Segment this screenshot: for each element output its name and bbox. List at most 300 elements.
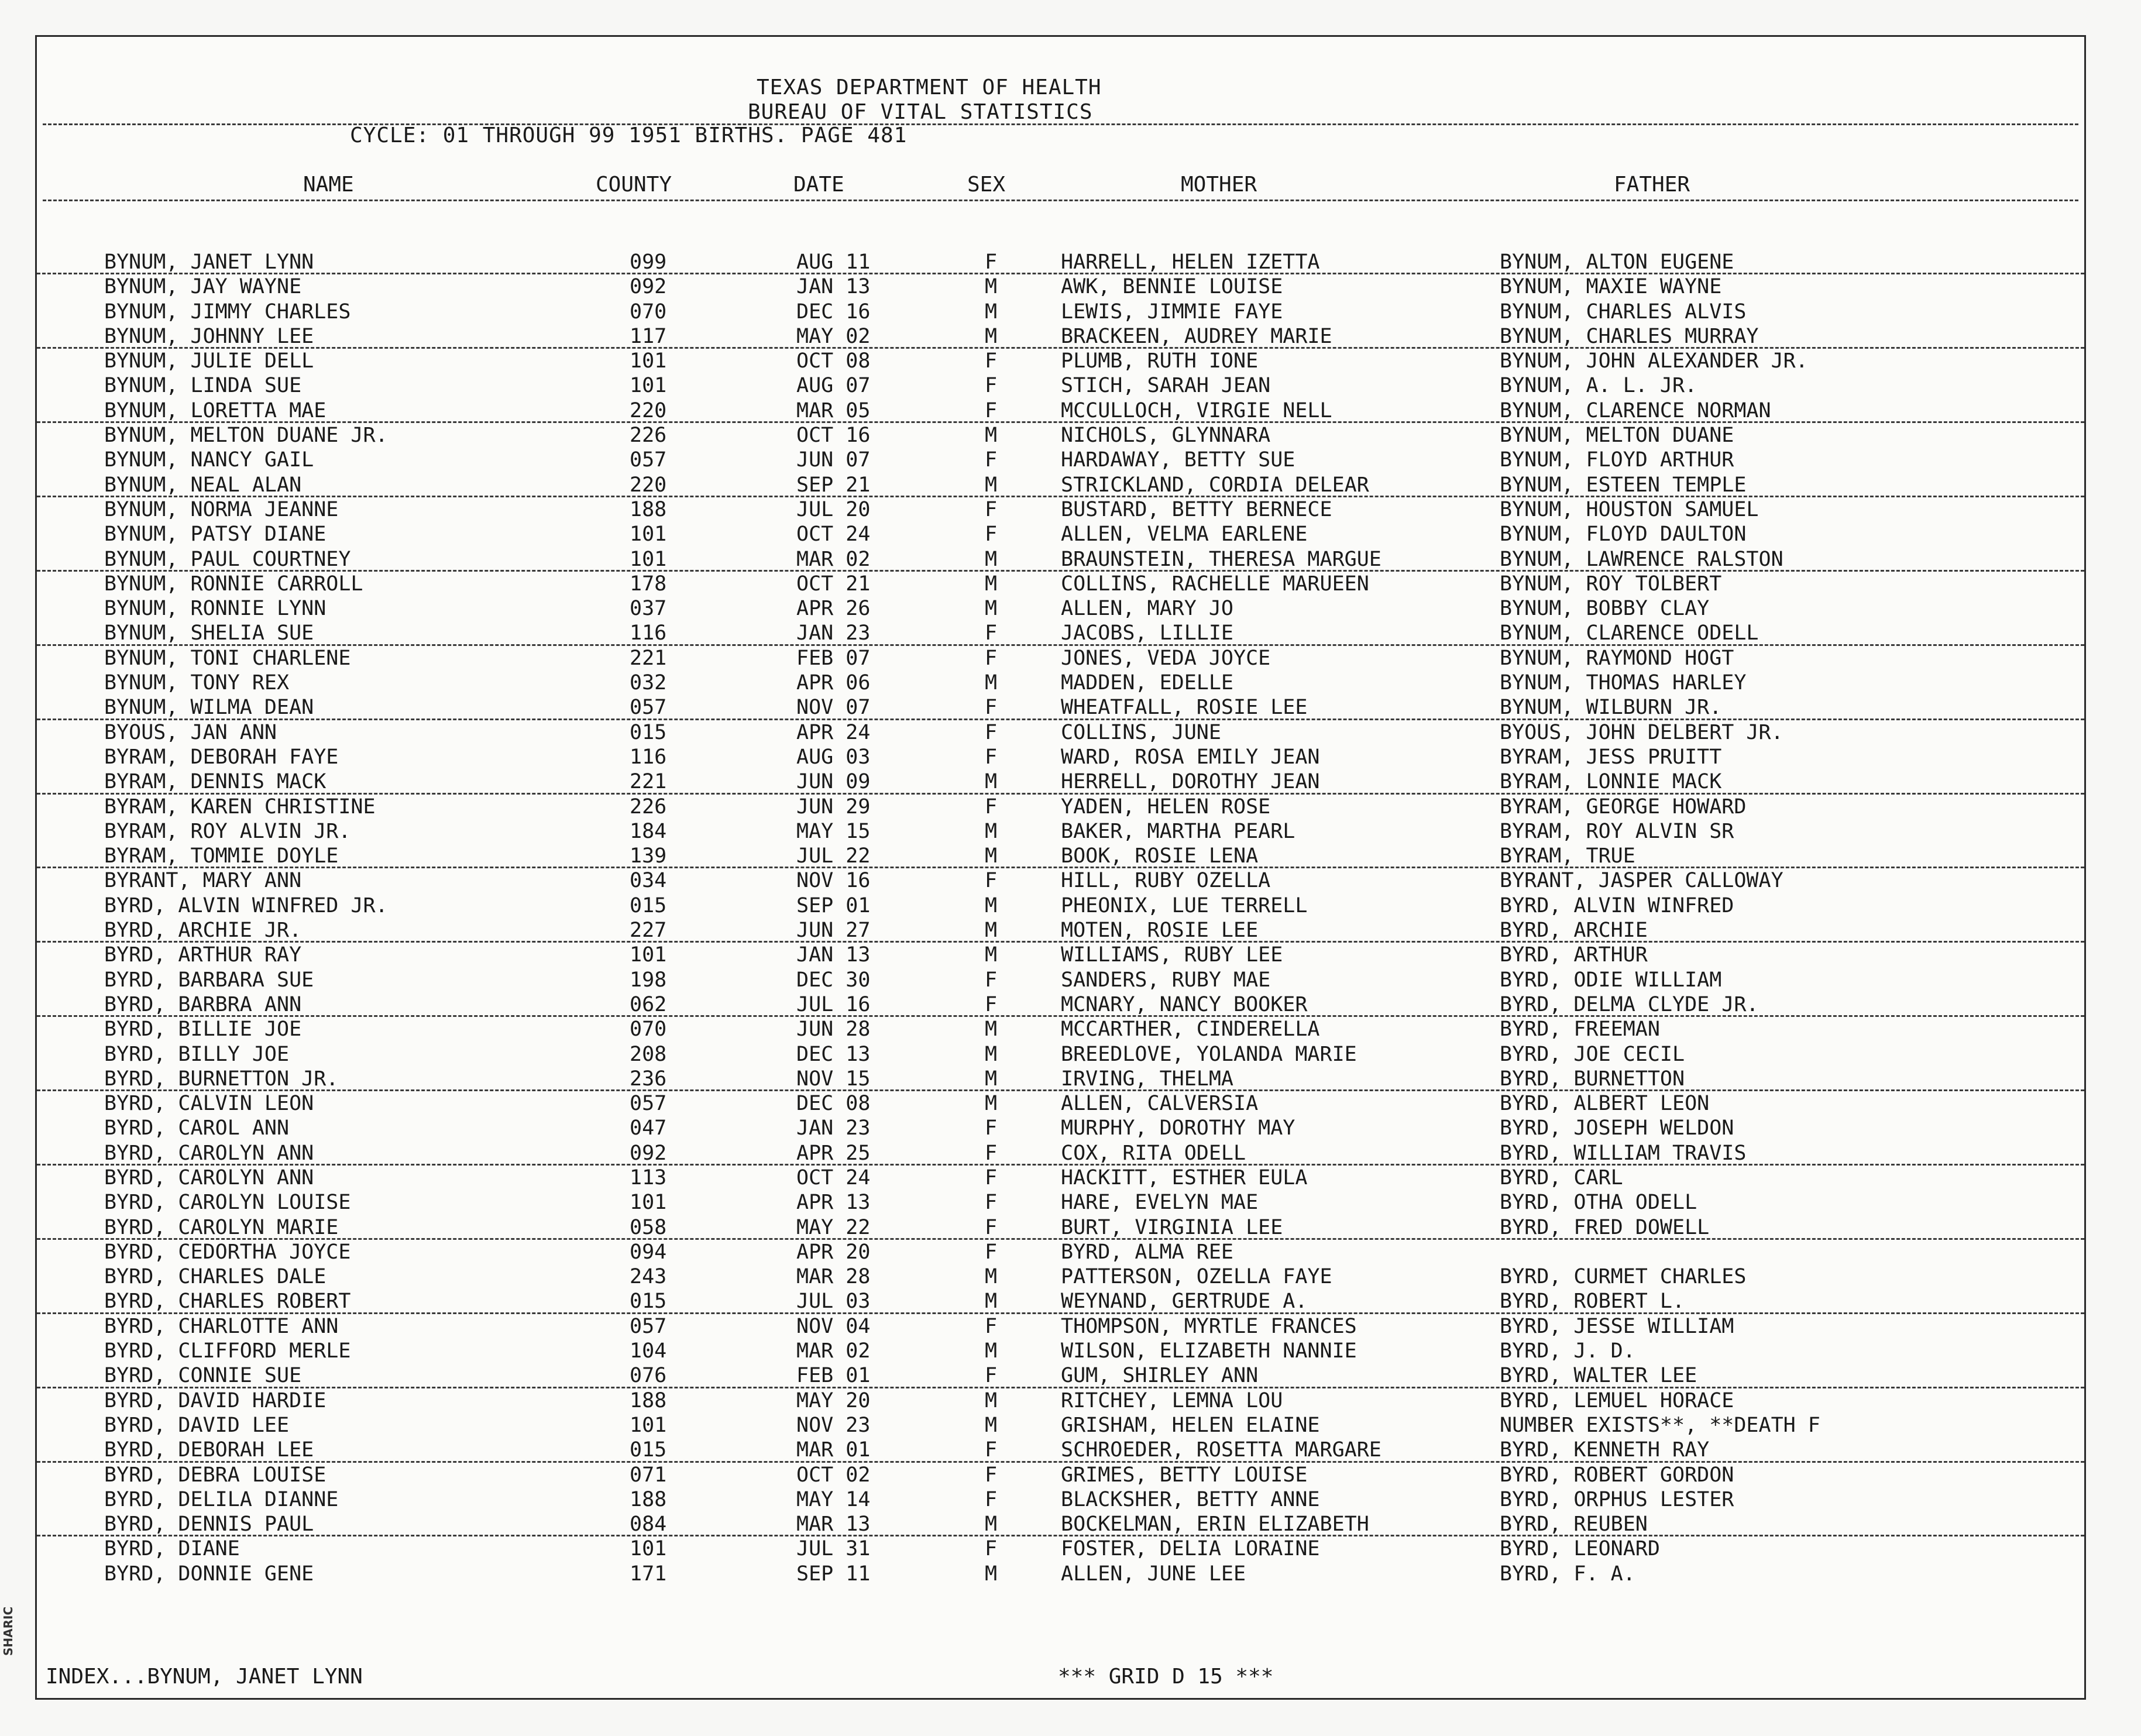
cell-sex: M	[985, 473, 998, 497]
cell-date: DEC 08	[796, 1092, 871, 1116]
cell-county: 116	[630, 621, 667, 645]
cell-date: DEC 13	[796, 1042, 871, 1066]
cell-father: BYRANT, JASPER CALLOWAY	[1500, 869, 1783, 893]
cell-mother: JACOBS, LILLIE	[1061, 621, 1234, 645]
cell-mother: WHEATFALL, ROSIE LEE	[1061, 696, 1308, 720]
table-row	[37, 423, 2084, 448]
cell-sex: M	[985, 1562, 998, 1586]
col-header-father: FATHER	[1614, 173, 1690, 197]
cell-name: BYRAM, KAREN CHRISTINE	[104, 795, 376, 819]
cell-name: BYRD, CAROLYN ANN	[104, 1141, 314, 1165]
col-header-sex: SEX	[967, 173, 1006, 197]
cell-sex: F	[985, 1215, 998, 1239]
cell-county: 070	[630, 300, 667, 324]
table-row	[37, 274, 2084, 299]
cell-name: BYRD, CEDORTHA JOYCE	[104, 1240, 351, 1264]
cell-name: BYRD, ARCHIE JR.	[104, 919, 302, 943]
table-row	[37, 547, 2084, 572]
cell-county: 101	[630, 943, 667, 967]
cell-date: APR 26	[796, 597, 871, 621]
cell-date: JUL 22	[796, 844, 871, 868]
cell-father: BYRAM, GEORGE HOWARD	[1500, 795, 1747, 819]
cell-county: 226	[630, 795, 667, 819]
cell-mother: GUM, SHIRLEY ANN	[1061, 1364, 1259, 1388]
cell-date: OCT 21	[796, 572, 871, 596]
title-department: TEXAS DEPARTMENT OF HEALTH	[757, 75, 1102, 99]
cell-sex: M	[985, 1339, 998, 1363]
cell-father: BYRD, CARL	[1500, 1166, 1623, 1190]
cell-county: 084	[630, 1512, 667, 1536]
cell-sex: F	[985, 1166, 998, 1190]
cell-father: BYRD, ODIE WILLIAM	[1500, 968, 1722, 992]
cell-mother: PHEONIX, LUE TERRELL	[1061, 893, 1308, 917]
cell-father: BYRD, F. A.	[1500, 1562, 1635, 1586]
cell-county: 099	[630, 250, 667, 274]
cell-date: SEP 11	[796, 1562, 871, 1586]
table-row	[37, 1067, 2084, 1091]
header-divider-bottom	[43, 200, 2078, 201]
cell-date: JUL 03	[796, 1290, 871, 1314]
table-row	[37, 992, 2084, 1017]
cell-father: BYRD, JOE CECIL	[1500, 1042, 1685, 1066]
cell-sex: M	[985, 844, 998, 868]
cell-sex: M	[985, 597, 998, 621]
cell-name: BYRAM, TOMMIE DOYLE	[104, 844, 339, 868]
cell-name: BYRD, CHARLOTTE ANN	[104, 1314, 339, 1338]
cell-date: OCT 16	[796, 424, 871, 448]
cell-name: BYRD, CAROLYN LOUISE	[104, 1191, 351, 1215]
cell-county: 243	[630, 1265, 667, 1289]
cell-father: BYNUM, FLOYD ARTHUR	[1500, 448, 1734, 472]
cell-county: 117	[630, 324, 667, 348]
cell-mother: SANDERS, RUBY MAE	[1061, 968, 1271, 992]
cell-sex: F	[985, 745, 998, 769]
side-label: SHARIC	[1, 1606, 15, 1656]
cell-sex: M	[985, 893, 998, 917]
cell-date: AUG 07	[796, 374, 871, 398]
cell-date: DEC 30	[796, 968, 871, 992]
cell-name: BYRD, BARBRA ANN	[104, 992, 302, 1016]
cell-mother: MCCARTHER, CINDERELLA	[1061, 1017, 1320, 1041]
table-row	[37, 596, 2084, 621]
cell-sex: M	[985, 671, 998, 695]
cell-name: BYNUM, RONNIE CARROLL	[104, 572, 363, 596]
cell-mother: WARD, ROSA EMILY JEAN	[1061, 745, 1320, 769]
cell-mother: MCCULLOCH, VIRGIE NELL	[1061, 398, 1332, 422]
cell-sex: M	[985, 1512, 998, 1536]
cell-county: 198	[630, 968, 667, 992]
cell-name: BYNUM, JULIE DELL	[104, 349, 314, 373]
table-row	[37, 943, 2084, 967]
cell-date: JUL 20	[796, 497, 871, 521]
cell-sex: M	[985, 424, 998, 448]
cell-mother: HARDAWAY, BETTY SUE	[1061, 448, 1295, 472]
cell-father: BYRD, KENNETH RAY	[1500, 1438, 1710, 1462]
table-row	[37, 868, 2084, 893]
table-row	[37, 398, 2084, 423]
header-divider-top	[43, 123, 2078, 125]
cell-sex: F	[985, 795, 998, 819]
cell-name: BYRD, ALVIN WINFRED JR.	[104, 893, 388, 917]
cell-sex: M	[985, 547, 998, 571]
cell-county: 092	[630, 275, 667, 299]
cell-date: MAY 20	[796, 1388, 871, 1412]
table-row	[37, 497, 2084, 522]
cell-sex: F	[985, 1438, 998, 1462]
cell-father: BYOUS, JOHN DELBERT JR.	[1500, 720, 1783, 744]
cell-mother: BREEDLOVE, YOLANDA MARIE	[1061, 1042, 1357, 1066]
cell-county: 220	[630, 473, 667, 497]
cell-name: BYNUM, JANET LYNN	[104, 250, 314, 274]
cell-county: 171	[630, 1562, 667, 1586]
cell-county: 101	[630, 374, 667, 398]
table-row	[37, 1413, 2084, 1438]
cell-date: DEC 16	[796, 300, 871, 324]
table-row	[37, 1487, 2084, 1512]
cell-county: 037	[630, 597, 667, 621]
table-row	[37, 695, 2084, 720]
cell-date: JUN 28	[796, 1017, 871, 1041]
cell-father: BYRD, JOSEPH WELDON	[1500, 1116, 1734, 1140]
cell-mother: BRAUNSTEIN, THERESA MARGUE	[1061, 547, 1381, 571]
cell-sex: M	[985, 324, 998, 348]
cell-date: NOV 07	[796, 696, 871, 720]
cell-sex: F	[985, 696, 998, 720]
cell-mother: SCHROEDER, ROSETTA MARGARE	[1061, 1438, 1381, 1462]
cell-name: BYRANT, MARY ANN	[104, 869, 302, 893]
cell-mother: COLLINS, RACHELLE MARUEEN	[1061, 572, 1369, 596]
table-row	[37, 1512, 2084, 1536]
table-row	[37, 448, 2084, 472]
table-row	[37, 324, 2084, 349]
cell-sex: M	[985, 1067, 998, 1091]
cell-father: BYRD, ORPHUS LESTER	[1500, 1487, 1734, 1511]
cell-sex: F	[985, 1141, 998, 1165]
cell-name: BYRD, DONNIE GENE	[104, 1562, 314, 1586]
cell-sex: M	[985, 1042, 998, 1066]
table-row	[37, 893, 2084, 918]
cell-sex: M	[985, 572, 998, 596]
cell-mother: BAKER, MARTHA PEARL	[1061, 819, 1295, 843]
cell-name: BYNUM, PATSY DIANE	[104, 522, 327, 546]
cell-name: BYNUM, RONNIE LYNN	[104, 597, 327, 621]
cell-father: BYNUM, LAWRENCE RALSTON	[1500, 547, 1783, 571]
cell-sex: M	[985, 1290, 998, 1314]
table-row	[37, 646, 2084, 671]
cell-name: BYRAM, ROY ALVIN JR.	[104, 819, 351, 843]
cell-date: JUL 16	[796, 992, 871, 1016]
record-sheet	[35, 35, 2086, 1700]
cell-father: BYNUM, CLARENCE NORMAN	[1500, 398, 1771, 422]
cell-date: MAR 13	[796, 1512, 871, 1536]
cell-county: 101	[630, 1537, 667, 1561]
col-header-name: NAME	[303, 173, 354, 197]
cell-father: BYNUM, BOBBY CLAY	[1500, 597, 1710, 621]
cell-name: BYRD, CAROLYN MARIE	[104, 1215, 339, 1239]
cell-county: 057	[630, 448, 667, 472]
cell-father: BYRD, ARTHUR	[1500, 943, 1648, 967]
cell-county: 076	[630, 1364, 667, 1388]
cell-mother: STICH, SARAH JEAN	[1061, 374, 1271, 398]
cell-sex: F	[985, 522, 998, 546]
cell-mother: JONES, VEDA JOYCE	[1061, 646, 1271, 670]
cell-father: BYNUM, FLOYD DAULTON	[1500, 522, 1747, 546]
cell-sex: F	[985, 1116, 998, 1140]
table-row	[37, 1042, 2084, 1067]
cell-mother: MURPHY, DOROTHY MAY	[1061, 1116, 1295, 1140]
cell-county: 070	[630, 1017, 667, 1041]
cell-mother: BOCKELMAN, ERIN ELIZABETH	[1061, 1512, 1369, 1536]
cell-sex: F	[985, 349, 998, 373]
cell-sex: M	[985, 770, 998, 794]
cell-county: 226	[630, 424, 667, 448]
cell-date: SEP 21	[796, 473, 871, 497]
cell-name: BYRD, DEBORAH LEE	[104, 1438, 314, 1462]
cell-father: BYRD, ALVIN WINFRED	[1500, 893, 1734, 917]
cell-name: BYRD, DENNIS PAUL	[104, 1512, 314, 1536]
table-row	[37, 1116, 2084, 1140]
cell-county: 101	[630, 1413, 667, 1437]
table-row	[37, 819, 2084, 844]
cell-name: BYRD, BILLY JOE	[104, 1042, 290, 1066]
cell-county: 034	[630, 869, 667, 893]
cell-date: MAR 28	[796, 1265, 871, 1289]
cell-father: BYRD, REUBEN	[1500, 1512, 1648, 1536]
cell-name: BYNUM, TONI CHARLENE	[104, 646, 351, 670]
cell-county: 047	[630, 1116, 667, 1140]
cell-name: BYRD, CALVIN LEON	[104, 1092, 314, 1116]
cell-mother: GRISHAM, HELEN ELAINE	[1061, 1413, 1320, 1437]
cell-mother: NICHOLS, GLYNNARA	[1061, 424, 1271, 448]
cell-mother: ALLEN, CALVERSIA	[1061, 1092, 1259, 1116]
cell-sex: F	[985, 398, 998, 422]
cell-county: 208	[630, 1042, 667, 1066]
cycle-line: CYCLE: 01 THROUGH 99 1951 BIRTHS. PAGE 481	[350, 123, 908, 147]
table-row	[37, 621, 2084, 645]
cell-county: 221	[630, 770, 667, 794]
table-row	[37, 1091, 2084, 1116]
cell-father: BYRD, LEMUEL HORACE	[1500, 1388, 1734, 1412]
cell-sex: F	[985, 1191, 998, 1215]
cell-date: APR 25	[796, 1141, 871, 1165]
table-row	[37, 720, 2084, 745]
cell-mother: COLLINS, JUNE	[1061, 720, 1221, 744]
cell-date: JUN 27	[796, 919, 871, 943]
cell-name: BYNUM, NEAL ALAN	[104, 473, 302, 497]
col-header-mother: MOTHER	[1181, 173, 1257, 197]
table-row	[37, 1562, 2084, 1586]
cell-county: 178	[630, 572, 667, 596]
cell-date: AUG 03	[796, 745, 871, 769]
cell-name: BYRD, DEBRA LOUISE	[104, 1463, 327, 1487]
cell-date: JAN 13	[796, 943, 871, 967]
cell-sex: F	[985, 869, 998, 893]
cell-sex: F	[985, 1537, 998, 1561]
cell-sex: M	[985, 1265, 998, 1289]
cell-date: MAY 22	[796, 1215, 871, 1239]
cell-sex: F	[985, 992, 998, 1016]
cell-father: BYRD, ALBERT LEON	[1500, 1092, 1710, 1116]
cell-father: BYRD, BURNETTON	[1500, 1067, 1685, 1091]
cell-county: 071	[630, 1463, 667, 1487]
cell-date: JAN 23	[796, 621, 871, 645]
table-row	[37, 1017, 2084, 1041]
cell-county: 188	[630, 1388, 667, 1412]
cell-name: BYRD, DAVID HARDIE	[104, 1388, 327, 1412]
cell-date: MAY 15	[796, 819, 871, 843]
cell-county: 221	[630, 646, 667, 670]
table-row	[37, 522, 2084, 546]
table-row	[37, 572, 2084, 596]
cell-father: BYRD, WILLIAM TRAVIS	[1500, 1141, 1747, 1165]
cell-county: 104	[630, 1339, 667, 1363]
cell-sex: M	[985, 1092, 998, 1116]
cell-county: 094	[630, 1240, 667, 1264]
cell-date: FEB 01	[796, 1364, 871, 1388]
cell-mother: ALLEN, JUNE LEE	[1061, 1562, 1246, 1586]
table-row	[37, 1190, 2084, 1215]
table-row	[37, 1215, 2084, 1240]
cell-name: BYRD, CHARLES DALE	[104, 1265, 327, 1289]
cell-county: 184	[630, 819, 667, 843]
cell-county: 015	[630, 1290, 667, 1314]
cell-date: MAR 02	[796, 547, 871, 571]
table-row	[37, 473, 2084, 497]
cell-father: BYNUM, RAYMOND HOGT	[1500, 646, 1734, 670]
cell-name: BYRD, CHARLES ROBERT	[104, 1290, 351, 1314]
cell-mother: THOMPSON, MYRTLE FRANCES	[1061, 1314, 1357, 1338]
cell-date: MAR 05	[796, 398, 871, 422]
cell-county: 101	[630, 522, 667, 546]
table-row	[37, 1314, 2084, 1339]
cell-father: BYNUM, A. L. JR.	[1500, 374, 1697, 398]
cell-county: 015	[630, 893, 667, 917]
table-row	[37, 769, 2084, 794]
cell-county: 220	[630, 398, 667, 422]
cell-date: OCT 02	[796, 1463, 871, 1487]
cell-mother: PATTERSON, OZELLA FAYE	[1061, 1265, 1332, 1289]
cell-mother: LEWIS, JIMMIE FAYE	[1061, 300, 1283, 324]
table-row	[37, 745, 2084, 769]
birth-record-list	[37, 250, 2084, 1586]
cell-father: BYRAM, ROY ALVIN SR	[1500, 819, 1734, 843]
cell-sex: F	[985, 250, 998, 274]
cell-father: BYRD, DELMA CLYDE JR.	[1500, 992, 1759, 1016]
cell-name: BYNUM, SHELIA SUE	[104, 621, 314, 645]
cell-name: BYNUM, MELTON DUANE JR.	[104, 424, 388, 448]
cell-county: 113	[630, 1166, 667, 1190]
cell-name: BYRD, CAROLYN ANN	[104, 1166, 314, 1190]
cell-name: BYRD, CLIFFORD MERLE	[104, 1339, 351, 1363]
cell-father: BYNUM, ALTON EUGENE	[1500, 250, 1734, 274]
table-row	[37, 968, 2084, 992]
cell-mother: GRIMES, BETTY LOUISE	[1061, 1463, 1308, 1487]
cell-name: BYRD, BARBARA SUE	[104, 968, 314, 992]
table-row	[37, 1438, 2084, 1462]
cell-father: BYRD, CURMET CHARLES	[1500, 1265, 1747, 1289]
cell-name: BYNUM, WILMA DEAN	[104, 696, 314, 720]
cell-father: BYNUM, CHARLES MURRAY	[1500, 324, 1759, 348]
cell-county: 227	[630, 919, 667, 943]
cell-mother: IRVING, THELMA	[1061, 1067, 1234, 1091]
table-row	[37, 250, 2084, 274]
cell-county: 015	[630, 1438, 667, 1462]
cell-sex: F	[985, 1364, 998, 1388]
cell-father: BYNUM, HOUSTON SAMUEL	[1500, 497, 1759, 521]
cell-sex: M	[985, 819, 998, 843]
cell-date: APR 24	[796, 720, 871, 744]
cell-date: OCT 08	[796, 349, 871, 373]
cell-father: NUMBER EXISTS**, **DEATH F	[1500, 1413, 1820, 1437]
table-row	[37, 1166, 2084, 1190]
table-row	[37, 1240, 2084, 1264]
cell-father: BYRD, ARCHIE	[1500, 919, 1648, 943]
cell-sex: F	[985, 1463, 998, 1487]
cell-name: BYNUM, LORETTA MAE	[104, 398, 327, 422]
table-row	[37, 1463, 2084, 1487]
cell-mother: HACKITT, ESTHER EULA	[1061, 1166, 1308, 1190]
cell-county: 015	[630, 720, 667, 744]
cell-county: 188	[630, 1487, 667, 1511]
table-row	[37, 1339, 2084, 1363]
table-row	[37, 918, 2084, 943]
cell-date: AUG 11	[796, 250, 871, 274]
cell-name: BYRD, DIANE	[104, 1537, 240, 1561]
cell-mother: HILL, RUBY OZELLA	[1061, 869, 1271, 893]
cell-county: 062	[630, 992, 667, 1016]
table-row	[37, 373, 2084, 398]
cell-father: BYNUM, ESTEEN TEMPLE	[1500, 473, 1747, 497]
cell-date: OCT 24	[796, 522, 871, 546]
cell-sex: F	[985, 646, 998, 670]
cell-date: MAR 01	[796, 1438, 871, 1462]
cell-mother: MOTEN, ROSIE LEE	[1061, 919, 1259, 943]
cell-father: BYNUM, JOHN ALEXANDER JR.	[1500, 349, 1808, 373]
cell-date: APR 06	[796, 671, 871, 695]
cell-sex: F	[985, 621, 998, 645]
cell-mother: HERRELL, DOROTHY JEAN	[1061, 770, 1320, 794]
cell-name: BYRAM, DENNIS MACK	[104, 770, 327, 794]
cell-father: BYNUM, CHARLES ALVIS	[1500, 300, 1747, 324]
cell-date: NOV 16	[796, 869, 871, 893]
cell-sex: F	[985, 968, 998, 992]
cell-mother: BUSTARD, BETTY BERNECE	[1061, 497, 1332, 521]
cell-father: BYRD, J. D.	[1500, 1339, 1635, 1363]
cell-sex: M	[985, 943, 998, 967]
cell-name: BYNUM, NANCY GAIL	[104, 448, 314, 472]
cell-county: 032	[630, 671, 667, 695]
table-row	[37, 1363, 2084, 1388]
cell-sex: F	[985, 497, 998, 521]
table-row	[37, 1264, 2084, 1289]
cell-mother: MCNARY, NANCY BOOKER	[1061, 992, 1308, 1016]
col-header-date: DATE	[793, 173, 844, 197]
cell-father: BYRAM, LONNIE MACK	[1500, 770, 1722, 794]
table-row	[37, 1388, 2084, 1413]
cell-father: BYNUM, CLARENCE ODELL	[1500, 621, 1759, 645]
table-row	[37, 1289, 2084, 1314]
table-row	[37, 795, 2084, 819]
cell-county: 101	[630, 547, 667, 571]
cell-sex: F	[985, 1487, 998, 1511]
cell-mother: AWK, BENNIE LOUISE	[1061, 275, 1283, 299]
cell-sex: F	[985, 448, 998, 472]
col-header-county: COUNTY	[596, 173, 672, 197]
cell-father: BYRAM, JESS PRUITT	[1500, 745, 1722, 769]
cell-sex: F	[985, 720, 998, 744]
cell-name: BYRAM, DEBORAH FAYE	[104, 745, 339, 769]
table-row	[37, 1536, 2084, 1561]
